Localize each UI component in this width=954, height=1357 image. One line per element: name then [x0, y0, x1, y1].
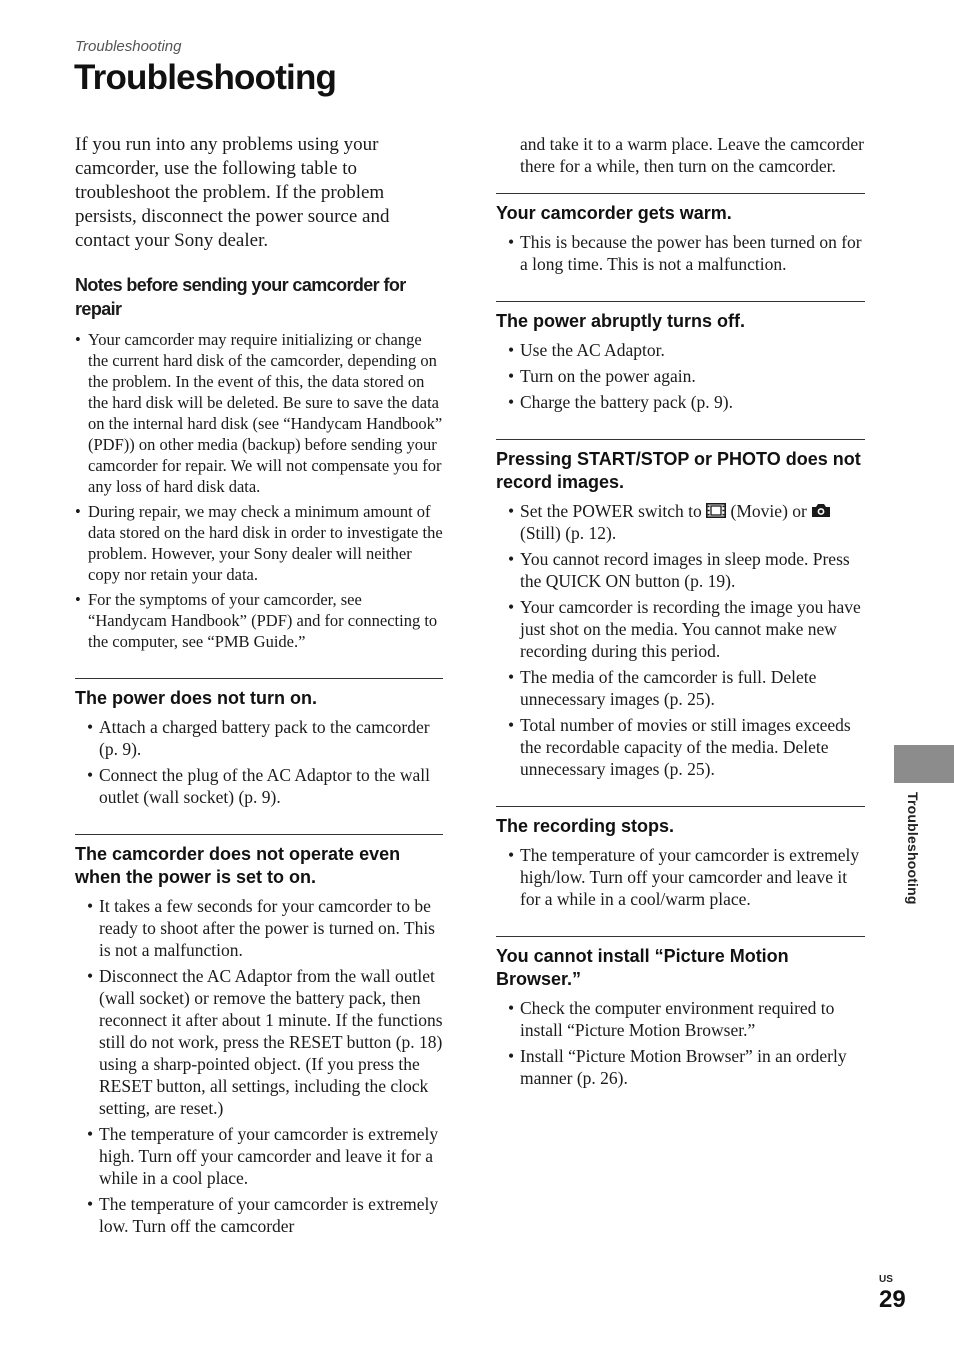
section-power-not-on [75, 678, 443, 808]
notes-item: • During repair, we may check a minimum amount of data stored on the hard disk in order to investigate the problem. However, your Sony dealer will neither copy nor retain your data. [75, 501, 443, 585]
page-number: 29 [879, 1286, 906, 1313]
notes-title: Notes before sending your camcorder for repair [75, 275, 406, 319]
section-heading: You cannot install “Picture Motion Browser.” [496, 946, 789, 989]
notes-item: • Your camcorder may require initializing or change the current hard disk of the camcorder, depending on the problem. In the event of this, the data stored on the hard disk will be deleted. Be sure to save the data on the internal hard disk (see “Handycam Handbook” (PDF)) on other media (backup) before sending your camcorder for repair. We will not compensate you for any loss of hard disk data. [75, 329, 443, 497]
list-item: • The media of the camcorder is full. Delete unnecessary images (p. 25). [520, 666, 865, 710]
section-power-turns-off [496, 301, 865, 413]
list-item: • Charge the battery pack (p. 9). [520, 391, 865, 413]
list-item: • You cannot record images in sleep mode. Press the QUICK ON button (p. 19). [520, 548, 865, 592]
left-column [75, 133, 443, 1263]
movie-icon [706, 503, 726, 518]
page-title: Troubleshooting [74, 58, 337, 97]
running-head: Troubleshooting [75, 38, 182, 55]
section-list [75, 895, 443, 1237]
list-item: • The temperature of your camcorder is extremely high/low. Turn off your camcorder and leave it for a while in a cool/warm place. [520, 844, 865, 910]
continued-paragraph: and take it to a warm place. Leave the camcorder there for a while, then turn on the camcorder. [520, 134, 864, 176]
camera-icon [811, 503, 831, 518]
section-heading: The power does not turn on. [75, 688, 317, 708]
list-item: • Check the computer environment required to install “Picture Motion Browser.” [520, 997, 865, 1041]
list-item-text: Set the POWER switch to [520, 501, 702, 521]
notes-list [75, 329, 443, 652]
section-does-not-operate [75, 834, 443, 1237]
section-list [496, 844, 865, 910]
section-list [75, 716, 443, 808]
section-does-not-record [496, 439, 865, 780]
chapter-tab-label: Troubleshooting [905, 792, 921, 905]
section-list [496, 339, 865, 413]
notes-item: • For the symptoms of your camcorder, see “Handycam Handbook” (PDF) and for connecting to the computer, see “PMB Guide.” [75, 589, 443, 652]
list-item: • Connect the plug of the AC Adaptor to the wall outlet (wall socket) (p. 9). [99, 764, 443, 808]
list-item [520, 500, 865, 544]
list-item: • Disconnect the AC Adaptor from the wall outlet (wall socket) or remove the battery pack, then reconnect it after about 1 minute. If the functions still do not work, press the RESET button (p. 18) using a sharp-pointed object. (If you press the RESET button, all settings, including the clock setting, are reset.) [99, 965, 443, 1119]
section-heading: Pressing START/STOP or PHOTO does not record images. [496, 449, 861, 492]
list-item-text: (Movie) or [730, 501, 807, 521]
list-item: • The temperature of your camcorder is extremely high. Turn off your camcorder and leave it for a while in a cool place. [99, 1123, 443, 1189]
section-list [496, 231, 865, 275]
list-item: • Use the AC Adaptor. [520, 339, 865, 361]
list-item: • Install “Picture Motion Browser” in an orderly manner (p. 26). [520, 1045, 865, 1089]
list-item: • Your camcorder is recording the image you have just shot on the media. You cannot make new recording during this period. [520, 596, 865, 662]
intro-paragraph: If you run into any problems using your camcorder, use the following table to troubleshoot the problem. If the problem persists, disconnect the power source and contact your Sony dealer. [75, 134, 390, 251]
list-item: • This is because the power has been turned on for a long time. This is not a malfunction. [520, 231, 865, 275]
chapter-tab-marker [894, 745, 954, 783]
list-item: • Turn on the power again. [520, 365, 865, 387]
section-cannot-install [496, 936, 865, 1089]
section-gets-warm [496, 193, 865, 275]
section-list [496, 997, 865, 1089]
list-item: • The temperature of your camcorder is extremely low. Turn off the camcorder [99, 1193, 443, 1237]
section-heading: Your camcorder gets warm. [496, 203, 732, 223]
list-item: • It takes a few seconds for your camcorder to be ready to shoot after the power is turned on. This is not a malfunction. [99, 895, 443, 961]
section-heading: The power abruptly turns off. [496, 311, 746, 331]
section-heading: The recording stops. [496, 816, 675, 836]
section-list [496, 500, 865, 780]
section-recording-stops [496, 806, 865, 910]
right-column [496, 133, 865, 1115]
page-region-code: US [879, 1274, 893, 1285]
list-item: • Total number of movies or still images exceeds the recordable capacity of the media. Delete unnecessary images (p. 25). [520, 714, 865, 780]
section-heading: The camcorder does not operate even when the power is set to on. [75, 844, 401, 887]
list-item-text: (Still) (p. 12). [520, 523, 617, 543]
list-item: • Attach a charged battery pack to the camcorder (p. 9). [99, 716, 443, 760]
